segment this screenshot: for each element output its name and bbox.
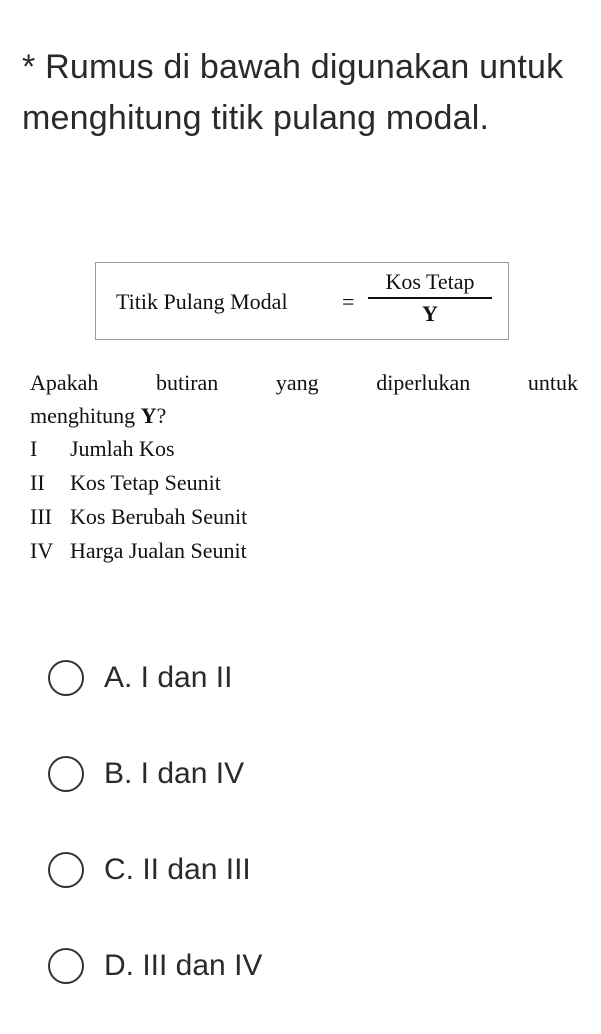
item-number: IV xyxy=(30,538,54,563)
list-item xyxy=(30,466,578,500)
list-item xyxy=(30,534,578,568)
option-c[interactable] xyxy=(48,842,548,898)
fraction-bar xyxy=(368,297,492,299)
item-text: Harga Jualan Seunit xyxy=(70,538,247,563)
option-b[interactable] xyxy=(48,746,548,802)
question-image-text xyxy=(30,366,578,568)
item-number: II xyxy=(30,470,45,495)
radio-button-d[interactable] xyxy=(48,948,84,984)
radio-button-a[interactable] xyxy=(48,660,84,696)
formula-image xyxy=(95,262,509,340)
prompt-line-2 xyxy=(30,399,578,432)
list-item xyxy=(30,432,578,466)
option-a[interactable] xyxy=(48,650,548,706)
formula-denominator: Y xyxy=(422,300,438,326)
item-list xyxy=(30,432,578,568)
prompt-suffix: ? xyxy=(156,403,167,428)
option-label[interactable]: A. I dan II xyxy=(104,661,233,694)
radio-button-b[interactable] xyxy=(48,756,84,792)
item-text: Jumlah Kos xyxy=(70,436,175,461)
formula-equals: = xyxy=(342,289,355,314)
question-text: * Rumus di bawah digunakan untuk menghitung titik pulang modal. xyxy=(22,48,564,137)
item-number: III xyxy=(30,504,52,529)
item-text: Kos Berubah Seunit xyxy=(70,504,248,529)
option-label[interactable]: C. II dan III xyxy=(104,853,251,886)
answer-options xyxy=(48,650,548,1034)
radio-button-c[interactable] xyxy=(48,852,84,888)
prompt-prefix: menghitung xyxy=(30,403,141,428)
formula-numerator: Kos Tetap xyxy=(385,269,475,294)
item-number: I xyxy=(30,436,38,461)
formula-lhs: Titik Pulang Modal xyxy=(116,289,288,314)
item-text: Kos Tetap Seunit xyxy=(70,470,221,495)
list-item xyxy=(30,500,578,534)
formula-fraction xyxy=(368,269,492,326)
option-label[interactable]: B. I dan IV xyxy=(104,757,245,790)
option-d[interactable] xyxy=(48,938,548,994)
option-label[interactable]: D. III dan IV xyxy=(104,949,263,982)
prompt-line-1: Apakah butiran yang diperlukan untuk xyxy=(30,370,578,395)
prompt-bold-y: Y xyxy=(140,403,157,428)
